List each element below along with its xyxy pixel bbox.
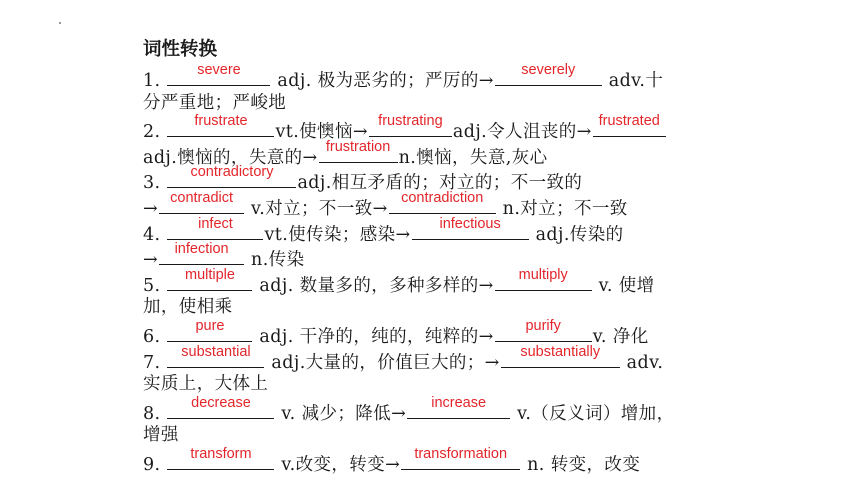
- prompt-text: 4.: [143, 224, 167, 245]
- answer-text: infectious: [439, 215, 501, 232]
- answer-text: frustrating: [378, 113, 443, 130]
- exercise-line: [143, 343, 664, 375]
- prompt-text: v. 使增: [592, 275, 655, 296]
- answer-blank[interactable]: [167, 113, 274, 137]
- answer-blank[interactable]: [501, 343, 620, 368]
- answer-text: frustration: [325, 138, 391, 155]
- prompt-text: adj. 极为恶劣的；严厉的→: [271, 71, 494, 91]
- answer-blank[interactable]: [412, 215, 529, 240]
- answer-blank[interactable]: [401, 446, 520, 470]
- prompt-text: 6.: [143, 327, 167, 347]
- prompt-text: adj.懊恼的，失意的→: [143, 147, 318, 168]
- answer-text: multiply: [518, 266, 568, 283]
- prompt-text: →: [143, 250, 159, 271]
- answer-text: infection: [174, 241, 229, 258]
- exercise-line: [143, 394, 675, 426]
- exercise-line: [143, 113, 667, 144]
- prompt-text: 加，使相乘: [143, 297, 233, 318]
- answer-text: transform: [190, 446, 252, 462]
- prompt-text: vt.使传染；感染→: [264, 224, 411, 245]
- prompt-text: v.对立；不一致→: [245, 199, 388, 219]
- prompt-text: 3.: [143, 173, 167, 194]
- prompt-text: 增强: [143, 425, 179, 446]
- prompt-text: adj.大量的，价值巨大的；→: [265, 352, 500, 373]
- answer-blank[interactable]: [319, 138, 398, 163]
- answer-blank[interactable]: [495, 62, 602, 86]
- prompt-text: n.传染: [245, 250, 305, 271]
- answer-blank[interactable]: [167, 266, 252, 291]
- answer-text: multiple: [184, 266, 235, 283]
- prompt-text: 9.: [143, 455, 167, 475]
- prompt-text: 实质上，大体上: [143, 374, 269, 395]
- prompt-text: adj.相互矛盾的；对立的；不一致的: [297, 173, 583, 194]
- answer-text: decrease: [191, 394, 251, 411]
- answer-blank[interactable]: [167, 394, 274, 419]
- prompt-text: adv.: [620, 352, 664, 373]
- answer-text: contradiction: [401, 190, 484, 206]
- exercise-line: [143, 62, 664, 93]
- prompt-text: →: [143, 199, 159, 219]
- answer-text: substantially: [520, 343, 601, 360]
- prompt-text: vt.使懊恼→: [275, 122, 368, 143]
- answer-blank[interactable]: [167, 343, 264, 368]
- answer-text: purify: [525, 318, 561, 334]
- prompt-text: 1.: [143, 71, 167, 91]
- answer-text: contradict: [170, 190, 234, 206]
- prompt-text: adj.令人沮丧的→: [452, 122, 592, 143]
- prompt-text: 8.: [143, 403, 167, 424]
- answer-text: increase: [431, 394, 487, 411]
- answer-text: frustrate: [194, 113, 248, 130]
- prompt-text: 5.: [143, 275, 167, 296]
- answer-blank[interactable]: [495, 266, 592, 291]
- answer-blank[interactable]: [167, 446, 274, 470]
- exercise-line: [143, 446, 641, 477]
- answer-blank[interactable]: [593, 113, 666, 137]
- answer-text: severe: [197, 62, 241, 78]
- answer-text: pure: [195, 318, 225, 334]
- prompt-text: v. 减少；降低→: [275, 403, 407, 424]
- prompt-text: n.对立；不一致: [496, 199, 628, 219]
- section-title: 词性转换: [143, 39, 218, 60]
- exercise-line: [143, 266, 655, 298]
- answer-blank[interactable]: [167, 62, 270, 86]
- prompt-text: 2.: [143, 122, 167, 143]
- prompt-text: adj. 数量多的，多种多样的→: [253, 275, 494, 296]
- prompt-text: 分严重地；严峻地: [143, 92, 287, 113]
- prompt-text: v. 净化: [592, 327, 649, 347]
- answer-text: frustrated: [598, 113, 660, 130]
- stray-dot: [59, 22, 61, 24]
- prompt-text: 7.: [143, 352, 167, 373]
- prompt-text: v.改变，转变→: [275, 455, 401, 475]
- prompt-text: adj.传染的: [529, 224, 624, 245]
- answer-text: substantial: [181, 343, 251, 360]
- answer-text: infect: [198, 215, 233, 232]
- answer-text: severely: [521, 62, 576, 78]
- prompt-text: n.懊恼，失意,灰心: [398, 147, 548, 168]
- prompt-text: adj. 干净的，纯的，纯粹的→: [253, 327, 494, 347]
- prompt-text: adv.十: [602, 71, 664, 91]
- answer-blank[interactable]: [407, 394, 510, 419]
- answer-text: contradictory: [190, 164, 274, 181]
- prompt-text: v.（反义词）增加，: [511, 403, 675, 424]
- answer-text: transformation: [414, 446, 508, 462]
- prompt-text: n. 转变，改变: [521, 455, 641, 475]
